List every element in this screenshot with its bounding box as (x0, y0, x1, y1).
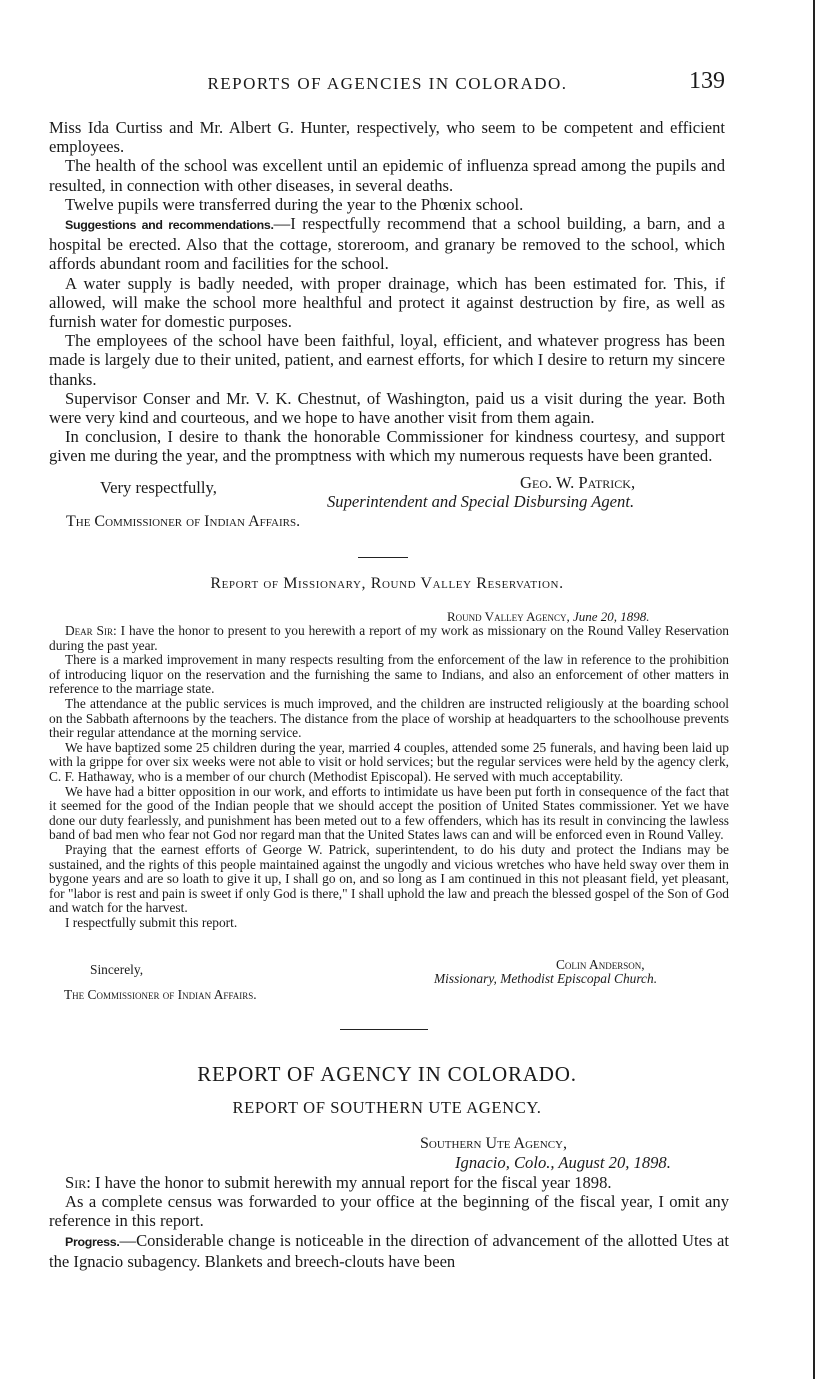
salutation: Sir: (65, 1173, 91, 1192)
paragraph: A water supply is badly needed, with proper drainage, which has been estimated for. This, if allowed, will make the school more healthful and protect it against destruction by fire, as well as furnish water for domestic purposes. (49, 273, 725, 332)
section-title: Report of Missionary, Round Valley Reservation. (210, 575, 564, 592)
section-subheading: REPORT OF SOUTHERN UTE AGENCY. (232, 1098, 542, 1117)
suggestions-text: —I respectfully recommend that a school building, a barn, and a hospital be erected. Also that the cottage, storeroom, and granary be removed to the school, which affords abundant room and facilities for the school. (49, 214, 725, 274)
paragraph: We have had a bitter opposition in our work, and efforts to intimidate us have been put forth in consequence of the fact that it seemed for the good of the Indian people that we should accept the position of United States commissioner. Yet we have done our duty fearlessly, and punishment has been meted out to a few offenders, which has its result in convincing the lawless band of bad men who fear not God nor regard man that the United States laws can and will be enforced even in Round Valley. (49, 783, 729, 843)
section1-body (49, 118, 725, 466)
section-heading: REPORT OF AGENCY IN COLORADO. (197, 1062, 577, 1086)
closing: Sincerely, (90, 962, 144, 977)
section3-body (49, 1173, 729, 1271)
suggestions-paragraph (49, 214, 725, 274)
suggestions-heading: Suggestions and recommendations. (65, 218, 274, 233)
signer-name: Geo. W. Patrick, (520, 473, 636, 492)
signer-title: Superintendent and Special Disbursing Agent. (327, 492, 635, 511)
paragraph: The attendance at the public services is much improved, and the children are instructed religiously at the boarding school on the Sabbath afternoons by the teachers. The distance from the place of worship at headquarters to the schoolhouse prevents their regular attendance at the morning service. (49, 695, 729, 741)
paragraph-text: I have the honor to submit herewith my annual report for the fiscal year 1898. (95, 1173, 612, 1192)
closing: Very respectfully, (100, 478, 217, 497)
page-number: 139 (689, 68, 725, 94)
addressee: The Commissioner of Indian Affairs. (64, 987, 257, 1002)
paragraph (49, 624, 729, 653)
dateline-date: Ignacio, Colo., August 20, 1898. (455, 1153, 671, 1172)
divider (340, 1029, 428, 1030)
paragraph: The health of the school was excellent until an epidemic of influenza spread among the pupils and resulted, in connection with other diseases, in several deaths. (49, 156, 725, 195)
signer-name: Colin Anderson, (556, 957, 645, 972)
paragraph: The employees of the school have been faithful, loyal, efficient, and whatever progress has been made is largely due to their united, patient, and earnest efforts, for which I desire to return my sincere thanks. (49, 331, 725, 389)
paragraph: Miss Ida Curtiss and Mr. Albert G. Hunter, respectively, who seem to be competent and efficient employees. (49, 118, 725, 157)
paragraph: In conclusion, I desire to thank the honorable Commissioner for kindness courtesy, and support given me during the year, and the promptness with which my numerous requests have been granted. (49, 427, 725, 466)
progress-text: —Considerable change is noticeable in the direction of advancement of the allotted Utes at the Ignacio subagency. Blankets and breech-clouts have been (49, 1230, 729, 1271)
running-header (50, 68, 725, 98)
paragraph-text: I have the honor to present to you herewith a report of my work as missionary on the Round Valley Reservation during the past year. (49, 623, 729, 653)
addressee: The Commissioner of Indian Affairs. (66, 513, 301, 530)
paragraph: Praying that the earnest efforts of George W. Patrick, superintendent, to do his duty and protect the Indians may be sustained, and the rights of this people maintained against the ungodly and vicious wretches who have held sway over them in bygone years and are so loath to give it up, I shall go on, and so long as I am continued in this not pleasant field, yet pleasant, for "labor is rest and pain is sweet if only God is there," I shall uphold the law and preach the blessed gospel of the Son of God and watch for the harvest. (49, 841, 729, 916)
page-edge (813, 0, 815, 1379)
paragraph: As a complete census was forwarded to your office at the beginning of the fiscal year, I omit any reference in this report. (49, 1192, 729, 1231)
paragraph: I respectfully submit this report. (65, 914, 238, 930)
header-title: REPORTS OF AGENCIES IN COLORADO. (207, 74, 568, 93)
section2-body (49, 624, 729, 930)
dateline-place: Round Valley Agency, (447, 609, 570, 624)
paragraph: Supervisor Conser and Mr. V. K. Chestnut, of Washington, paid us a visit during the year. Both were very kind and courteous, and we hope to have another visit from them again. (49, 388, 725, 428)
signer-title: Missionary, Methodist Episcopal Church. (434, 971, 658, 986)
salutation: Dear Sir: (65, 623, 117, 638)
paragraph: Twelve pupils were transferred during the year to the Phœnix school. (65, 194, 524, 214)
progress-heading: Progress. (65, 1234, 120, 1249)
divider (358, 557, 408, 558)
paragraph (49, 1173, 729, 1192)
paragraph: We have baptized some 25 children during the year, married 4 couples, attended some 25 funerals, and having been laid up with la grippe for over six weeks were not able to visit or hold services; but the regular services were held by the agency clerk, C. F. Hathaway, who is a member of our church (Methodist Episcopal). He served with much acceptability. (49, 739, 729, 784)
paragraph: There is a marked improvement in many respects resulting from the enforcement of the law in reference to the prohibition of introducing liquor on the reservation and the furnishing the same to Indians, and also an enforcement of other matters in reference to the marriage state. (49, 652, 729, 697)
dateline-place: Southern Ute Agency, (420, 1135, 568, 1152)
progress-paragraph (49, 1231, 729, 1271)
dateline-date: June 20, 1898. (572, 609, 650, 624)
